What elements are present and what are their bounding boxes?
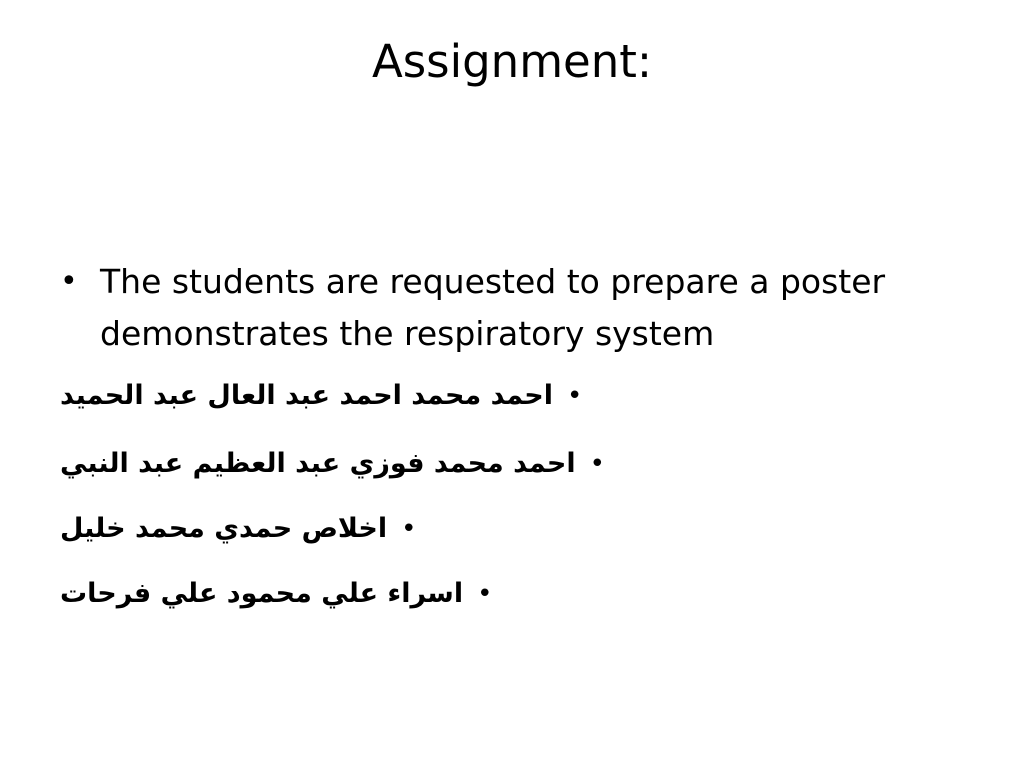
instruction-text: The students are requested to prepare a poster demonstrates the respiratory system bbox=[100, 262, 886, 353]
bullet-icon: • bbox=[401, 514, 417, 544]
bullet-icon: • bbox=[477, 579, 493, 609]
student-name-item bbox=[60, 574, 492, 614]
bullet-icon: • bbox=[60, 264, 78, 299]
student-name-item bbox=[60, 509, 416, 549]
slide-title: Assignment: bbox=[371, 35, 653, 88]
student-name: اسراء علي محمود علي فرحات bbox=[60, 578, 464, 609]
student-name: احمد محمد احمد عبد العال عبد الحميد bbox=[60, 380, 553, 411]
student-name-item bbox=[60, 444, 605, 484]
student-name: اخلاص حمدي محمد خليل bbox=[60, 513, 388, 544]
instruction-bullet-item bbox=[60, 256, 960, 360]
student-name: احمد محمد فوزي عبد العظيم عبد النبي bbox=[60, 448, 576, 479]
student-name-item bbox=[60, 376, 582, 416]
bullet-icon: • bbox=[589, 449, 605, 479]
bullet-icon: • bbox=[567, 381, 583, 411]
